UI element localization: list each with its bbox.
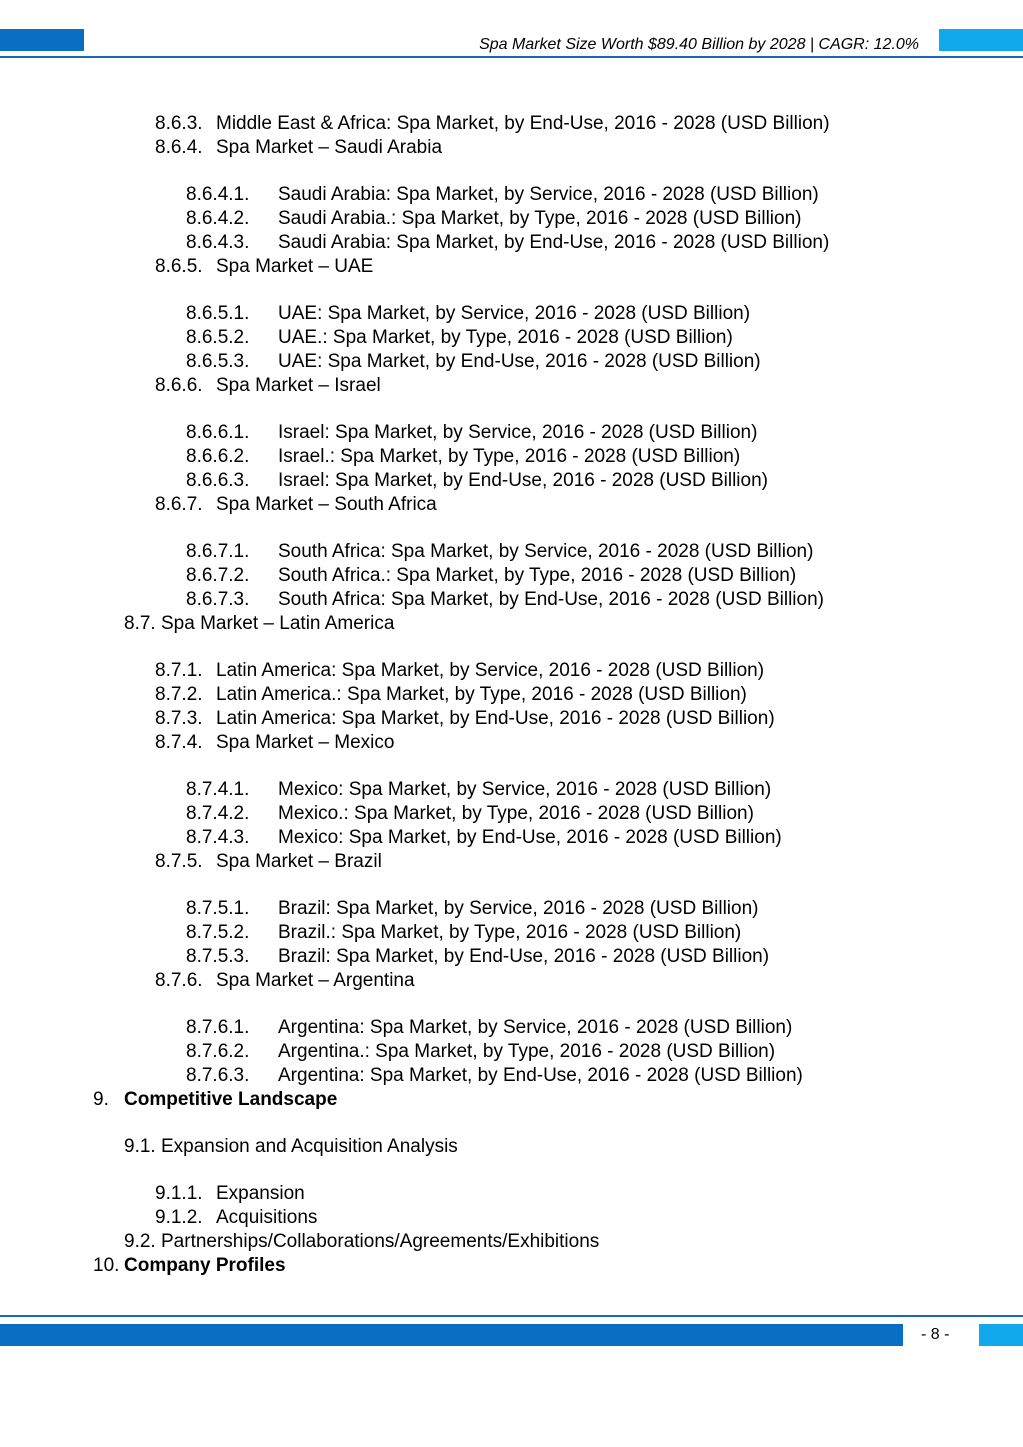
header-divider xyxy=(0,56,1023,58)
header-title: Spa Market Size Worth $89.40 Billion by 2028 | CAGR: 12.0% xyxy=(479,36,919,53)
header-accent-left xyxy=(0,29,84,51)
page-number: - 8 - xyxy=(921,1326,950,1343)
footer-accent-right xyxy=(979,1324,1023,1346)
footer-accent-bar xyxy=(0,1324,903,1346)
header-accent-right xyxy=(939,29,1023,51)
footer-divider xyxy=(0,1315,1023,1317)
